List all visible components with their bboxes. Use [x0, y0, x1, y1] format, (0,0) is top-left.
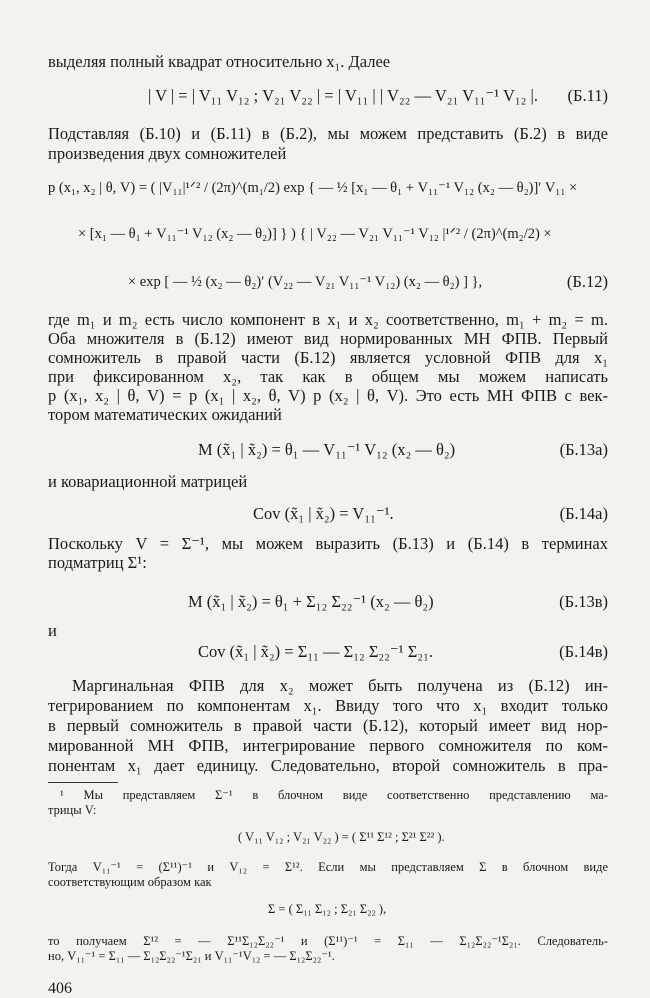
footnote-line: соответствующим образом как: [48, 875, 212, 889]
equation-label: (Б.12): [566, 272, 608, 291]
equation-label: (Б.13а): [559, 440, 608, 459]
text-line: выделяя полный квадрат относительно x₁. Далее: [48, 52, 391, 71]
equation-b12-line3: × exp [ — ½ (x₂ — θ₂)′ (V₂₂ — V₂₁ V₁₁⁻¹ V₁₂) (x₂ — θ₂) ] },: [128, 274, 483, 290]
text-line: мированной МН ФПВ, интегрирование первого сомножителя по ком-: [48, 736, 608, 755]
equation-b11: | V | = | V₁₁ V₁₂ ; V₂₁ V₂₂ | = | V₁₁ | | V₂₂ — V₂₁ V₁₁⁻¹ V₁₂ |.: [148, 86, 538, 105]
text-line: подматриц Σ¹:: [48, 553, 147, 572]
text-line: понентам x₁ дает единицу. Следовательно, второй сомножитель в пра-: [48, 756, 608, 775]
footnote-sigma-block: Σ = ( Σ₁₁ Σ₁₂ ; Σ₂₁ Σ₂₂ ),: [268, 902, 387, 916]
equation-b13a: M (x̃₁ | x̃₂) = θ₁ — V₁₁⁻¹ V₁₂ (x₂ — θ₂): [198, 440, 456, 459]
equation-b13v: M (x̃₁ | x̃₂) = θ₁ + Σ₁₂ Σ₂₂⁻¹ (x₂ — θ₂): [188, 592, 434, 611]
equation-b12-line2: × [x₁ — θ₁ + V₁₁⁻¹ V₁₂ (x₂ — θ₂)] } ) { | V₂₂ — V₂₁ V₁₁⁻¹ V₁₂ |¹ᐟ² / (2π)^(m₂/2) ×: [78, 226, 552, 242]
text-line: сомножитель в правой части (Б.12) является условной ФПВ для x₁: [48, 348, 608, 367]
footnote-line: то получаем Σ¹² = — Σ¹¹Σ₁₂Σ₂₂⁻¹ и (Σ¹¹)⁻¹ = Σ₁₁ — Σ₁₂Σ₂₂⁻¹Σ₂₁. Следователь-: [48, 934, 608, 948]
text-line: где m₁ и m₂ есть число компонент в x₁ и x₂ соответственно, m₁ + m₂ = m.: [48, 310, 608, 329]
text-line: и ковариационной матрицей: [48, 472, 248, 491]
text-line: и: [48, 621, 57, 640]
equation-b14v: Cov (x̃₁ | x̃₂) = Σ₁₁ — Σ₁₂ Σ₂₂⁻¹ Σ₂₁.: [198, 642, 433, 661]
footnote-line: Тогда V₁₁⁻¹ = (Σ¹¹)⁻¹ и V₁₂ = Σ¹². Если мы представляем Σ в блочном виде: [48, 860, 608, 874]
footnote-divider: [48, 782, 118, 783]
page-number: 406: [48, 980, 72, 997]
text-line: Поскольку V = Σ⁻¹, мы можем выразить (Б.13) и (Б.14) в терминах: [48, 534, 608, 553]
equation-label: (Б.14в): [559, 642, 608, 661]
equation-label: (Б.13в): [559, 592, 608, 611]
equation-label: (Б.14а): [559, 504, 608, 523]
text-line: тором математических ожиданий: [48, 405, 282, 424]
equation-b12-line1: p (x₁, x₂ | θ, V) = ( |V₁₁|¹ᐟ² / (2π)^(m₁/2) exp { — ½ [x₁ — θ₁ + V₁₁⁻¹ V₁₂ (x₂ — θ₂)]′ V₁₁ ×: [48, 180, 578, 196]
text-line: при фиксированном x₂, так как в общем мы можем написать: [48, 367, 608, 386]
text-line: Подставляя (Б.10) и (Б.11) в (Б.2), мы можем представить (Б.2) в виде: [48, 124, 608, 143]
text-line: p (x₁, x₂ | θ, V) = p (x₁ | x₂, θ, V) p (x₂ | θ, V). Это есть МН ФПВ с век-: [48, 386, 608, 405]
text-line: Оба множителя в (Б.12) имеют вид нормированных МН ФПВ. Первый: [48, 329, 608, 348]
footnote-line: трицы V:: [48, 803, 97, 817]
text-line: Маргинальная ФПВ для x₂ может быть получена из (Б.12) ин-: [72, 676, 608, 695]
text-line: тегрированием по компонентам x₁. Ввиду того что x₁ входит только: [48, 696, 608, 715]
text-line: произведения двух сомножителей: [48, 144, 287, 163]
equation-b14a: Cov (x̃₁ | x̃₂) = V₁₁⁻¹.: [253, 504, 394, 523]
footnote-line: ¹ Мы представляем Σ⁻¹ в блочном виде соответственно представлению ма-: [60, 788, 608, 802]
footnote-line: но, V₁₁⁻¹ = Σ₁₁ — Σ₁₂Σ₂₂⁻¹Σ₂₁ и V₁₁⁻¹V₁₂ = — Σ₁₂Σ₂₂⁻¹.: [48, 949, 335, 963]
text-line: в первый сомножитель в правой части (Б.12), который имеет вид нор-: [48, 716, 608, 735]
footnote-matrix-equation: ( V₁₁ V₁₂ ; V₂₁ V₂₂ ) = ( Σ¹¹ Σ¹² ; Σ²¹ Σ²² ).: [238, 830, 445, 844]
equation-label: (Б.11): [567, 86, 608, 105]
